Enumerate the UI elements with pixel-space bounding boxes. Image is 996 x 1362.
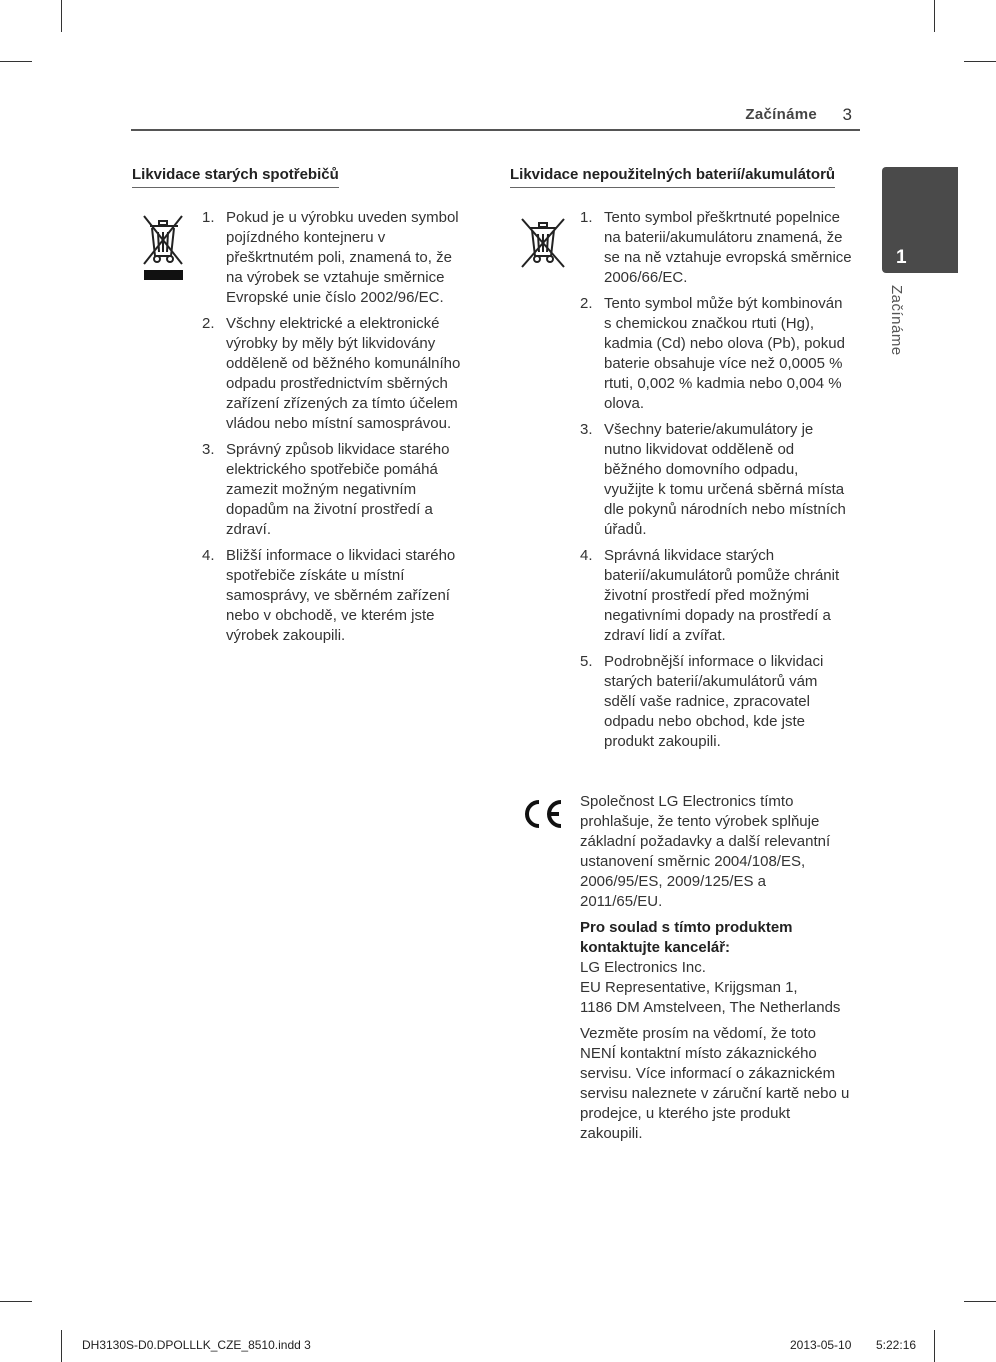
crop-mark [964, 1301, 996, 1302]
item-number: 2. [202, 315, 215, 332]
item-number: 3. [202, 441, 215, 458]
item-text: Tento symbol přeškrtnuté popelnice na baterii/akumulátoru znamená, že se na ně vztahuje evropská směrnice 2006/66/EC. [604, 209, 852, 286]
item-number: 5. [580, 653, 593, 670]
header-section-title: Začínáme [745, 106, 817, 123]
service-note: Vezměte prosím na vědomí, že toto NENÍ kontaktní místo zákaznického servisu. Více informací o zákaznickém servisu naleznete v záruční kartě nebo u prodejce, u kterého jste produkt zakoupili. [580, 1025, 850, 1142]
item-number: 2. [580, 295, 593, 312]
crop-mark [934, 0, 935, 32]
crop-mark [934, 1330, 935, 1362]
list-item [202, 208, 472, 308]
chapter-label: Začínáme [888, 285, 905, 356]
address-line: 1186 DM Amstelveen, The Netherlands [580, 999, 841, 1016]
footer-filename: DH3130S-D0.DPOLLLK_CZE_8510.indd 3 [82, 1338, 311, 1352]
list-item [202, 314, 472, 434]
list-item [580, 208, 852, 288]
header-rule [131, 129, 860, 131]
list-item [202, 546, 472, 646]
item-text: Tento symbol může být kombinován s chemickou značkou rtuti (Hg), kadmia (Cd) nebo olova (Pb), pokud baterie obsahuje více než 0,0005 % rtuti, 0,002 % kadmia nebo 0,004 % olova. [604, 295, 845, 412]
address-line: LG Electronics Inc. [580, 959, 706, 976]
crossed-battery-bin-icon [518, 216, 568, 275]
left-section-title: Likvidace starých spotřebičů [132, 166, 339, 188]
crop-mark [61, 0, 62, 32]
item-text: Všchny elektrické a elektronické výrobky by měly být likvidovány odděleně od běžného komunálního odpadu prostřednictvím sběrných zařízení zřízených za tímto účelem vládou nebo místní samosprávou. [226, 315, 461, 432]
item-text: Správný způsob likvidace starého elektrického spotřebiče pomáhá zamezit možným negativním dopadům na životní prostředí a zdraví. [226, 441, 450, 538]
contact-heading: Pro soulad s tímto produktem kontaktujte kancelář: [580, 919, 793, 956]
footer-time: 5:22:16 [876, 1338, 917, 1352]
item-number: 4. [580, 547, 593, 564]
item-text: Pokud je u výrobku uveden symbol pojízdného kontejneru v přeškrtnutém poli, znamená to, že na výrobek se vztahuje směrnice Evropské unie číslo 2002/96/EC. [226, 209, 459, 306]
list-item [580, 294, 852, 414]
ce-declaration-text: Společnost LG Electronics tímto prohlašuje, že tento výrobek splňuje základní požadavky a další relevantní ustanovení směrnic 2004/108/ES, 2006/95/ES, 2009/125/ES a 2011/65/EU. [580, 793, 831, 910]
page-number: 3 [842, 105, 852, 124]
item-number: 1. [202, 209, 215, 226]
ce-mark-icon [520, 798, 566, 835]
item-number: 3. [580, 421, 593, 438]
item-number: 4. [202, 547, 215, 564]
crop-mark [964, 61, 996, 62]
crop-mark [0, 1301, 32, 1302]
footer-date: 2013-05-10 [790, 1338, 852, 1352]
list-item [202, 440, 472, 540]
ce-declaration-block [580, 792, 850, 1150]
item-text: Bližší informace o likvidaci starého spotřebiče získáte u místní samosprávy, ve sběrném zařízení nebo v obchodě, ve kterém jste výrobek zakoupili. [226, 547, 456, 644]
chapter-tab [882, 167, 958, 273]
chapter-number: 1 [896, 247, 907, 268]
item-number: 1. [580, 209, 593, 226]
crossed-bin-icon [140, 212, 186, 287]
left-list [202, 208, 472, 652]
right-section-title: Likvidace nepoužitelných baterií/akumulátorů [510, 166, 835, 188]
right-list [580, 208, 852, 758]
list-item [580, 420, 852, 540]
item-text: Podrobnější informace o likvidaci starých baterií/akumulátorů vám sdělí vaše radnice, zpracovatel odpadu nebo obchod, kde jste produkt zakoupili. [604, 653, 824, 750]
item-text: Správná likvidace starých baterií/akumulátorů pomůže chránit životní prostředí před možnými negativními dopady na prostředí a zdraví lidí a zvířat. [604, 547, 840, 644]
crop-mark [61, 1330, 62, 1362]
crop-mark [0, 61, 32, 62]
page-header [131, 105, 860, 129]
item-text: Všechny baterie/akumulátory je nutno likvidovat odděleně od běžného domovního odpadu, využijte k tomu určená sběrná místa dle pokynů národních nebo místních úřadů. [604, 421, 846, 538]
list-item [580, 652, 852, 752]
address-line: EU Representative, Krijgsman 1, [580, 979, 798, 996]
list-item [580, 546, 852, 646]
